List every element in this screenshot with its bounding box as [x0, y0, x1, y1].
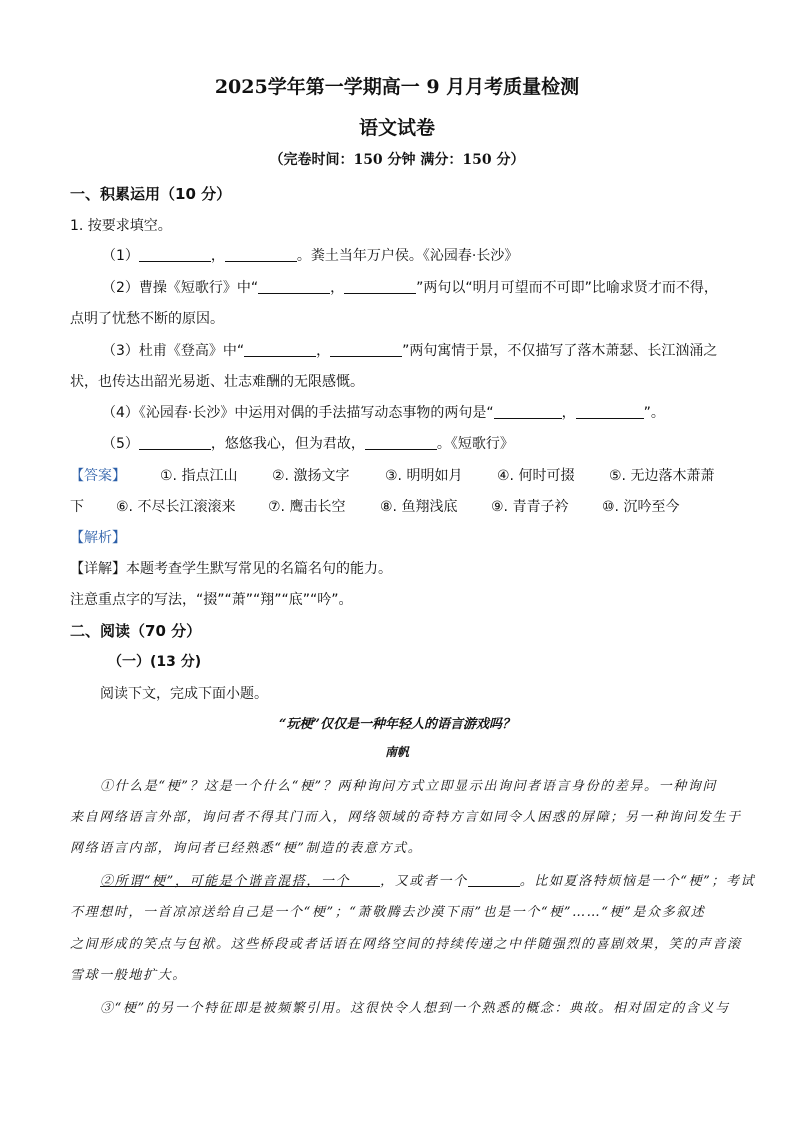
fill-item-4	[102, 402, 665, 422]
p2-end: 。比如夏洛特烦恼是一个“梗”；考试	[519, 874, 756, 889]
answer-1: ①. 指点江山	[160, 468, 238, 484]
answer-blank[interactable]	[350, 874, 380, 887]
item-2-post: ”两句以“明月可望而不可即”比喻求贤才而不得，	[416, 280, 718, 296]
analysis-tag: 【解析】	[70, 530, 126, 546]
fill-item-1	[102, 245, 518, 265]
answer-blank[interactable]	[344, 279, 416, 294]
answer-blank[interactable]	[139, 247, 211, 262]
answer-tag: 【答案】	[70, 468, 126, 484]
answer-5-cont: 下	[70, 499, 84, 515]
item-3-mid: ，	[316, 343, 331, 359]
item-3-post: ”两句寓情于景，不仅描写了落木萧瑟、长江汹涌之	[402, 343, 718, 359]
answer-9: ⑨. 青青子衿	[491, 499, 569, 515]
underlined-text: ②所谓“梗”，可能是个谐音混搭，一个	[100, 874, 351, 889]
paragraph-1-line-2: 来自网络语言外部，询问者不得其门而入，网络领域的奇特方言如同令人困惑的屏障；另一种询问发生于	[70, 810, 742, 825]
item-4-pre: （4）《沁园春·长沙》中运用对偶的手法描写动态事物的两句是“	[102, 405, 494, 421]
answer-blank[interactable]	[139, 435, 211, 450]
item-5-post: 。《短歌行》	[436, 436, 514, 452]
item-4-mid: ，	[561, 405, 576, 421]
part-heading: （一）(13 分)	[108, 654, 202, 670]
article-title: “玩梗”仅仅是一种年轻人的语言游戏吗？	[279, 717, 515, 732]
item-4-post: ”。	[643, 405, 665, 421]
question1-stem: 1. 按要求填空。	[70, 218, 172, 234]
paragraph-1-line-3: 网络语言内部，询问者已经熟悉“梗”制造的表意方式。	[70, 841, 423, 856]
fill-item-5	[102, 433, 514, 453]
fill-item-2-cont: 点明了忧愁不断的原因。	[70, 311, 224, 327]
exam-subject: 语文试卷	[358, 117, 435, 139]
item-1-mid: ，	[210, 248, 225, 264]
answer-3: ③. 明明如月	[385, 468, 463, 484]
answer-blank[interactable]	[244, 342, 316, 357]
fill-item-3-cont: 状，也传达出韶光易逝、壮志难酬的无限感慨。	[70, 374, 364, 390]
item-1-pre: （1）	[102, 248, 139, 264]
exam-title: 2025学年第一学期高一 9 月月考质量检测	[214, 76, 580, 98]
answer-7: ⑦. 鹰击长空	[268, 499, 346, 515]
p2-mid: ，又或者一个	[380, 874, 468, 889]
item-5-mid: ，悠悠我心，但为君故，	[210, 436, 365, 452]
article-author: 南帆	[384, 745, 409, 759]
answer-blank[interactable]	[468, 874, 520, 887]
answer-8: ⑧. 鱼翔浅底	[380, 499, 458, 515]
note-text: 注意重点字的写法，“掇”“萧”“翔”“底”“吟”。	[70, 592, 353, 608]
fill-item-3	[102, 340, 717, 360]
fill-item-2	[102, 277, 718, 297]
paragraph-2-line-4: 雪球一般地扩大。	[70, 968, 187, 983]
paragraph-2-line-3: 之间形成的笑点与包袱。这些桥段或者话语在网络空间的持续传递之中伴随强烈的喜剧效果，笑的声音滚	[70, 937, 742, 952]
paragraph-2-line-1	[100, 870, 755, 889]
item-2-pre: （2）曹操《短歌行》中“	[102, 280, 259, 296]
answer-blank[interactable]	[576, 404, 644, 419]
exam-info: （完卷时间：150 分钟 满分：150 分）	[269, 152, 525, 168]
reading-instruction: 阅读下文，完成下面小题。	[100, 686, 268, 702]
detail-text: 【详解】本题考查学生默写常见的名篇名句的能力。	[70, 561, 392, 577]
answer-blank[interactable]	[365, 435, 437, 450]
answer-blank[interactable]	[225, 247, 297, 262]
answer-2: ②. 激扬文字	[272, 468, 350, 484]
item-5-pre: （5）	[102, 436, 139, 452]
answer-blank[interactable]	[494, 404, 562, 419]
answer-blank[interactable]	[258, 279, 330, 294]
section2-heading: 二、阅读（70 分）	[70, 622, 202, 640]
answer-blank[interactable]	[330, 342, 402, 357]
item-2-mid: ，	[330, 280, 345, 296]
item-3-pre: （3）杜甫《登高》中“	[102, 343, 245, 359]
item-1-post: 。粪土当年万户侯。《沁园春·长沙》	[296, 248, 519, 264]
answer-10: ⑩. 沉吟至今	[602, 499, 680, 515]
section1-heading: 一、积累运用（10 分）	[70, 185, 232, 203]
paragraph-3-line-1: ③“梗”的另一个特征即是被频繁引用。这很快令人想到一个熟悉的概念：典故。相对固定的含义与	[100, 1001, 730, 1016]
answer-4: ④. 何时可掇	[497, 468, 575, 484]
answer-5: ⑤. 无边落木萧萧	[609, 468, 715, 484]
answer-6: ⑥. 不尽长江滚滚来	[116, 499, 236, 515]
paragraph-1-line-1: ①什么是“梗”？这是一个什么“梗”？两种询问方式立即显示出询问者语言身份的差异。一种询问	[100, 779, 717, 794]
paragraph-2-line-2: 不理想时，一首凉凉送给自己是一个“梗”；“萧敬腾去沙漠下雨”也是一个“梗”……“梗”是众多叙述	[70, 905, 706, 920]
